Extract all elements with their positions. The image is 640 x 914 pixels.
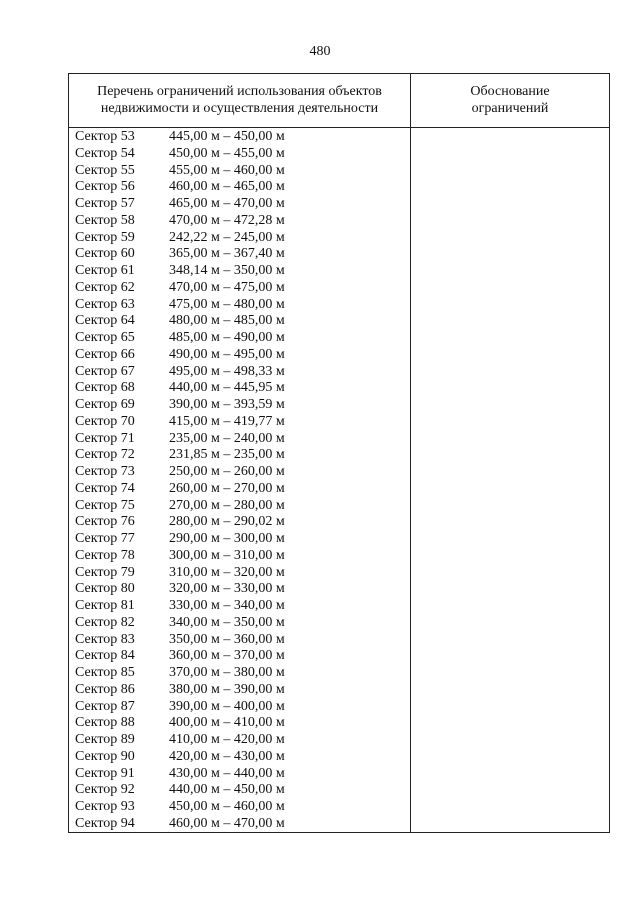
table-row [75, 766, 405, 783]
sector-label: Сектор 90 [75, 748, 135, 764]
sector-label: Сектор 71 [75, 430, 135, 446]
height-range: 460,00 м – 470,00 м [169, 815, 285, 831]
sector-label: Сектор 70 [75, 413, 135, 429]
height-range: 231,85 м – 235,00 м [169, 447, 285, 463]
height-range: 450,00 м – 455,00 м [169, 145, 285, 161]
sector-label: Сектор 83 [75, 631, 135, 647]
table-row [75, 263, 405, 280]
sector-label: Сектор 76 [75, 514, 135, 530]
height-range: 380,00 м – 390,00 м [169, 681, 285, 697]
height-range: 310,00 м – 320,00 м [169, 564, 285, 580]
header-justification [410, 74, 610, 127]
header-restrictions-line-2: недвижимости и осуществления деятельности [100, 101, 379, 116]
height-range: 455,00 м – 460,00 м [169, 162, 285, 178]
table-row [75, 213, 405, 230]
sector-label: Сектор 82 [75, 614, 135, 630]
height-range: 348,14 м – 350,00 м [169, 263, 285, 278]
height-range: 365,00 м – 367,40 м [169, 246, 285, 262]
height-range: 235,00 м – 240,00 м [169, 430, 285, 446]
table-row [75, 632, 405, 649]
sector-label: Сектор 93 [75, 799, 135, 814]
height-range: 250,00 м – 260,00 м [169, 464, 285, 479]
height-range: 450,00 м – 460,00 м [169, 799, 285, 814]
table-row [75, 531, 405, 548]
sector-label: Сектор 66 [75, 346, 135, 362]
height-range: 410,00 м – 420,00 м [169, 732, 285, 747]
sector-label: Сектор 55 [75, 162, 135, 178]
sector-label: Сектор 61 [75, 263, 135, 278]
height-range: 445,00 м – 450,00 м [169, 129, 285, 144]
sector-label: Сектор 62 [75, 279, 135, 295]
table-row [75, 246, 405, 263]
height-range: 400,00 м – 410,00 м [169, 715, 285, 731]
sector-label: Сектор 69 [75, 397, 135, 412]
sector-label: Сектор 56 [75, 179, 135, 195]
table-row [75, 715, 405, 732]
sector-label: Сектор 72 [75, 447, 135, 463]
height-range: 300,00 м – 310,00 м [169, 547, 285, 563]
height-range: 415,00 м – 419,77 м [169, 413, 285, 429]
table-row [75, 347, 405, 364]
table-row [75, 665, 405, 682]
height-range: 470,00 м – 472,28 м [169, 212, 285, 228]
sector-label: Сектор 89 [75, 732, 135, 747]
table-row [75, 498, 405, 515]
height-range: 475,00 м – 480,00 м [169, 296, 285, 312]
sector-label: Сектор 88 [75, 715, 135, 731]
sector-label: Сектор 59 [75, 229, 135, 245]
table-row [75, 431, 405, 448]
height-range: 470,00 м – 475,00 м [169, 279, 285, 295]
height-range: 430,00 м – 440,00 м [169, 765, 285, 781]
table-row [75, 330, 405, 347]
height-range: 290,00 м – 300,00 м [169, 531, 285, 546]
sector-label: Сектор 67 [75, 363, 135, 379]
table-row [75, 380, 405, 397]
sector-label: Сектор 77 [75, 531, 135, 546]
table-row [75, 749, 405, 766]
height-range: 330,00 м – 340,00 м [169, 598, 285, 613]
height-range: 390,00 м – 393,59 м [169, 397, 285, 412]
table-row [75, 447, 405, 464]
height-range: 440,00 м – 445,95 м [169, 380, 285, 396]
table-row [75, 514, 405, 531]
height-range: 270,00 м – 280,00 м [169, 497, 285, 513]
header-justification-line-1: Обоснование [470, 84, 550, 99]
table-row [75, 196, 405, 213]
sector-label: Сектор 94 [75, 815, 135, 831]
sector-label: Сектор 63 [75, 296, 135, 312]
table-row [75, 163, 405, 180]
height-range: 485,00 м – 490,00 м [169, 330, 285, 345]
table-row [75, 146, 405, 163]
sector-label: Сектор 87 [75, 698, 135, 714]
sector-label: Сектор 74 [75, 480, 135, 496]
height-range: 280,00 м – 290,02 м [169, 514, 285, 530]
table-row [75, 464, 405, 481]
sector-label: Сектор 78 [75, 547, 135, 563]
height-range: 440,00 м – 450,00 м [169, 782, 285, 798]
page-number: 480 [309, 44, 331, 59]
table-row [75, 414, 405, 431]
sector-label: Сектор 91 [75, 765, 135, 781]
table-row [75, 682, 405, 699]
table-row [75, 481, 405, 498]
table-body [75, 129, 405, 833]
height-range: 260,00 м – 270,00 м [169, 480, 285, 496]
table-row [75, 648, 405, 665]
height-range: 490,00 м – 495,00 м [169, 346, 285, 362]
table-row [75, 799, 405, 816]
table-row [75, 280, 405, 297]
height-range: 480,00 м – 485,00 м [169, 313, 285, 329]
height-range: 242,22 м – 245,00 м [169, 229, 285, 245]
table-row [75, 782, 405, 799]
height-range: 320,00 м – 330,00 м [169, 581, 285, 597]
table-row [75, 732, 405, 749]
table-row [75, 129, 405, 146]
header-divider [69, 127, 609, 128]
table-row [75, 816, 405, 833]
table-row [75, 230, 405, 247]
sector-label: Сектор 92 [75, 782, 135, 798]
table-row [75, 548, 405, 565]
sector-label: Сектор 84 [75, 648, 135, 664]
height-range: 370,00 м – 380,00 м [169, 665, 285, 680]
sector-label: Сектор 64 [75, 313, 135, 329]
table-row [75, 364, 405, 381]
column-divider [410, 74, 411, 832]
table-row [75, 313, 405, 330]
height-range: 420,00 м – 430,00 м [169, 748, 285, 764]
height-range: 390,00 м – 400,00 м [169, 698, 285, 714]
table-row [75, 297, 405, 314]
sector-label: Сектор 86 [75, 681, 135, 697]
sector-label: Сектор 60 [75, 246, 135, 262]
sector-label: Сектор 65 [75, 330, 135, 345]
height-range: 350,00 м – 360,00 м [169, 631, 285, 647]
table-row [75, 581, 405, 598]
header-restrictions-list [69, 74, 410, 127]
table-row [75, 699, 405, 716]
sector-label: Сектор 85 [75, 665, 135, 680]
sector-label: Сектор 81 [75, 598, 135, 613]
height-range: 360,00 м – 370,00 м [169, 648, 285, 664]
sector-label: Сектор 80 [75, 581, 135, 597]
height-range: 340,00 м – 350,00 м [169, 614, 285, 630]
height-range: 495,00 м – 498,33 м [169, 363, 285, 379]
sector-label: Сектор 57 [75, 196, 135, 211]
header-restrictions-line-1: Перечень ограничений использования объектов [97, 84, 382, 99]
header-justification-line-2: ограничений [471, 101, 549, 116]
sector-label: Сектор 58 [75, 212, 135, 228]
table-row [75, 179, 405, 196]
sector-label: Сектор 79 [75, 564, 135, 580]
sector-label: Сектор 53 [75, 129, 135, 144]
restrictions-table [68, 73, 610, 833]
sector-label: Сектор 75 [75, 497, 135, 513]
table-row [75, 615, 405, 632]
height-range: 460,00 м – 465,00 м [169, 179, 285, 195]
table-row [75, 598, 405, 615]
table-row [75, 565, 405, 582]
sector-label: Сектор 68 [75, 380, 135, 396]
sector-label: Сектор 54 [75, 145, 135, 161]
table-row [75, 397, 405, 414]
height-range: 465,00 м – 470,00 м [169, 196, 285, 211]
sector-label: Сектор 73 [75, 464, 135, 479]
